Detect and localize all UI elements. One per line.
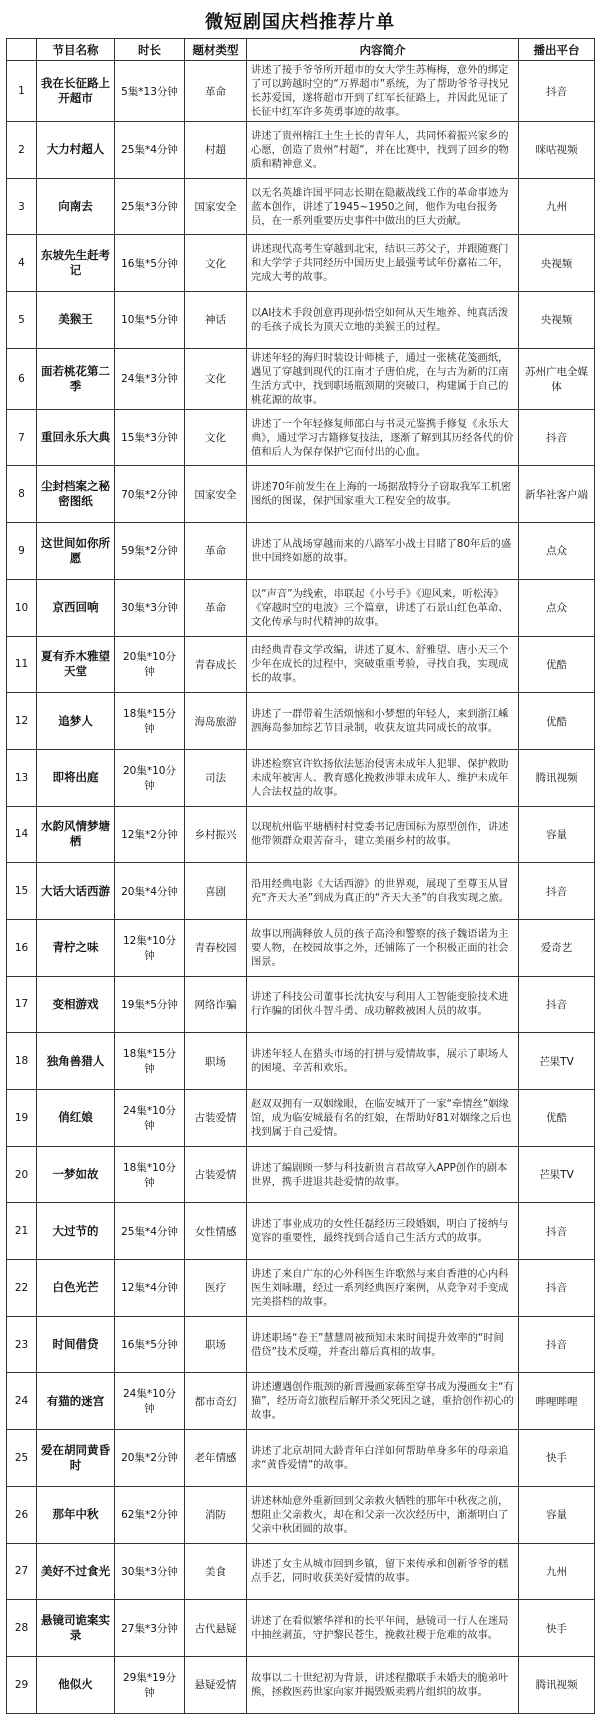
duration: 10集*5分钟 bbox=[115, 292, 185, 349]
platform: 芒果TV bbox=[519, 1033, 595, 1090]
platform: 优酷 bbox=[519, 1090, 595, 1147]
description: 讲述了编剧顾一梦与科技新贵言君故穿入APP创作的剧本世界，携手进退共赴爱情的故事。 bbox=[247, 1146, 519, 1203]
duration: 5集*13分钟 bbox=[115, 61, 185, 122]
program-name: 一梦如故 bbox=[37, 1146, 115, 1203]
table-row bbox=[7, 579, 595, 636]
row-index: 16 bbox=[7, 919, 37, 976]
platform: 点众 bbox=[519, 579, 595, 636]
description: 讲述了来自广东的心外科医生许歌然与来自香港的心内科医生刘咏珊，经过一系列经典医疗案例，从竞争对手变成完美搭档的故事。 bbox=[247, 1260, 519, 1317]
genre: 职场 bbox=[185, 1316, 247, 1373]
description: 以现杭州临平塘栖村村党委书记唐国标为原型创作，讲述他带领群众艰苦奋斗，建立美丽乡村的故事。 bbox=[247, 806, 519, 863]
genre: 老年情感 bbox=[185, 1430, 247, 1487]
table-row bbox=[7, 235, 595, 292]
recommendation-table bbox=[6, 38, 595, 1714]
platform: 快手 bbox=[519, 1600, 595, 1657]
description: 讲述了一群带着生活烦恼和小梦想的年轻人，来到浙江嵊泗海岛参加综艺节目录制，收获友谊共同成长的故事。 bbox=[247, 693, 519, 750]
program-name: 独角兽猎人 bbox=[37, 1033, 115, 1090]
row-index: 23 bbox=[7, 1316, 37, 1373]
platform: 新华社客户端 bbox=[519, 466, 595, 523]
description: 讲述了事业成功的女性任磊经历三段婚姻，明白了接纳与宽容的重要性，最终找到合适自己生活方式的故事。 bbox=[247, 1203, 519, 1260]
row-index: 17 bbox=[7, 976, 37, 1033]
row-index: 29 bbox=[7, 1656, 37, 1713]
genre: 文化 bbox=[185, 348, 247, 409]
table-row bbox=[7, 749, 595, 806]
program-name: 即将出庭 bbox=[37, 749, 115, 806]
row-index: 14 bbox=[7, 806, 37, 863]
description: 讲述现代高考生穿越到北宋，结识三苏父子，并跟随赛门和大学学子共同经历中国历史上最强考试年份嘉祐二年，完成大考的故事。 bbox=[247, 235, 519, 292]
table-row bbox=[7, 806, 595, 863]
header-name: 节目名称 bbox=[37, 39, 115, 61]
description: 讲述了从战场穿越而来的八路军小战士目睹了80年后的盛世中国终如愿的故事。 bbox=[247, 523, 519, 580]
row-index: 9 bbox=[7, 523, 37, 580]
platform: 抖音 bbox=[519, 409, 595, 466]
platform: 央视频 bbox=[519, 292, 595, 349]
duration: 30集*3分钟 bbox=[115, 579, 185, 636]
description: 讲述检察官许钦扬依法惩治侵害未成年人犯罪、保护救助未成年被害人、教育感化挽救涉罪未成年人、维护未成年人合法权益的故事。 bbox=[247, 749, 519, 806]
duration: 19集*5分钟 bbox=[115, 976, 185, 1033]
platform: 哔哩哔哩 bbox=[519, 1373, 595, 1430]
duration: 20集*2分钟 bbox=[115, 1430, 185, 1487]
platform: 芒果TV bbox=[519, 1146, 595, 1203]
program-name: 爱在胡同黄昏时 bbox=[37, 1430, 115, 1487]
platform: 九州 bbox=[519, 1543, 595, 1600]
genre: 乡村振兴 bbox=[185, 806, 247, 863]
genre: 古代悬疑 bbox=[185, 1600, 247, 1657]
table-row bbox=[7, 1090, 595, 1147]
genre: 文化 bbox=[185, 235, 247, 292]
header-duration: 时长 bbox=[115, 39, 185, 61]
platform: 优酷 bbox=[519, 693, 595, 750]
program-name: 这世间如你所愿 bbox=[37, 523, 115, 580]
program-name: 悬镜司诡案实录 bbox=[37, 1600, 115, 1657]
program-name: 京西回响 bbox=[37, 579, 115, 636]
genre: 喜剧 bbox=[185, 863, 247, 920]
duration: 24集*3分钟 bbox=[115, 348, 185, 409]
program-name: 他似火 bbox=[37, 1656, 115, 1713]
platform: 优酷 bbox=[519, 636, 595, 693]
platform: 抖音 bbox=[519, 1260, 595, 1317]
row-index: 1 bbox=[7, 61, 37, 122]
table-header-row bbox=[7, 39, 595, 61]
genre: 青春成长 bbox=[185, 636, 247, 693]
platform: 苏州广电全媒体 bbox=[519, 348, 595, 409]
table-row bbox=[7, 1430, 595, 1487]
platform: 容量 bbox=[519, 806, 595, 863]
platform: 点众 bbox=[519, 523, 595, 580]
genre: 村超 bbox=[185, 122, 247, 179]
program-name: 向南去 bbox=[37, 178, 115, 235]
genre: 古装爱情 bbox=[185, 1090, 247, 1147]
table-row bbox=[7, 1203, 595, 1260]
program-name: 美好不过食光 bbox=[37, 1543, 115, 1600]
row-index: 15 bbox=[7, 863, 37, 920]
genre: 网络诈骗 bbox=[185, 976, 247, 1033]
table-row bbox=[7, 1146, 595, 1203]
row-index: 19 bbox=[7, 1090, 37, 1147]
row-index: 12 bbox=[7, 693, 37, 750]
description: 以无名英雄许国平同志长期在隐蔽战线工作的革命事迹为蓝本创作，讲述了1945~1950之间，他作为电台报务员，在一系列重要历史事件中做出的巨大贡献。 bbox=[247, 178, 519, 235]
description: 讲述了在看似繁华祥和的长平年间，悬镜司一行人在迷局中抽丝剥茧，守护黎民苍生，挽救社稷于危难的故事。 bbox=[247, 1600, 519, 1657]
table-row bbox=[7, 693, 595, 750]
genre: 职场 bbox=[185, 1033, 247, 1090]
row-index: 28 bbox=[7, 1600, 37, 1657]
duration: 18集*10分钟 bbox=[115, 1146, 185, 1203]
program-name: 追梦人 bbox=[37, 693, 115, 750]
genre: 神话 bbox=[185, 292, 247, 349]
genre: 海岛旅游 bbox=[185, 693, 247, 750]
duration: 25集*3分钟 bbox=[115, 178, 185, 235]
description: 讲述了贵州榕江土生土长的青年人，共同怀着振兴家乡的心愿，创造了贵州“村超”，并在比赛中，找到了回乡的物质和精神意义。 bbox=[247, 122, 519, 179]
row-index: 18 bbox=[7, 1033, 37, 1090]
row-index: 25 bbox=[7, 1430, 37, 1487]
duration: 24集*10分钟 bbox=[115, 1373, 185, 1430]
row-index: 2 bbox=[7, 122, 37, 179]
program-name: 尘封档案之秘密图纸 bbox=[37, 466, 115, 523]
row-index: 20 bbox=[7, 1146, 37, 1203]
program-name: 我在长征路上开超市 bbox=[37, 61, 115, 122]
duration: 12集*2分钟 bbox=[115, 806, 185, 863]
genre: 司法 bbox=[185, 749, 247, 806]
genre: 悬疑爱情 bbox=[185, 1656, 247, 1713]
table-row bbox=[7, 1316, 595, 1373]
row-index: 7 bbox=[7, 409, 37, 466]
platform: 腾讯视频 bbox=[519, 749, 595, 806]
program-name: 面若桃花第二季 bbox=[37, 348, 115, 409]
genre: 消防 bbox=[185, 1486, 247, 1543]
genre: 革命 bbox=[185, 61, 247, 122]
description: 讲述了女主从城市回到乡镇，留下来传承和创新爷爷的糕点手艺，同时收获美好爱情的故事。 bbox=[247, 1543, 519, 1600]
platform: 快手 bbox=[519, 1430, 595, 1487]
duration: 30集*3分钟 bbox=[115, 1543, 185, 1600]
platform: 容量 bbox=[519, 1486, 595, 1543]
program-name: 青柠之味 bbox=[37, 919, 115, 976]
genre: 医疗 bbox=[185, 1260, 247, 1317]
description: 故事以刑满释放人员的孩子高泠和警察的孩子魏语诺为主要人物，在校园故事之外，还铺陈了一个积极正面的社会图景。 bbox=[247, 919, 519, 976]
duration: 20集*10分钟 bbox=[115, 636, 185, 693]
duration: 25集*4分钟 bbox=[115, 1203, 185, 1260]
genre: 国家安全 bbox=[185, 466, 247, 523]
genre: 革命 bbox=[185, 523, 247, 580]
row-index: 5 bbox=[7, 292, 37, 349]
header-genre: 题材类型 bbox=[185, 39, 247, 61]
program-name: 时间借贷 bbox=[37, 1316, 115, 1373]
description: 由经典青春文学改编，讲述了夏木、舒雅望、唐小天三个少年在成长的过程中，突破重重考验，寻找自我，实现成长的故事。 bbox=[247, 636, 519, 693]
platform: 抖音 bbox=[519, 1203, 595, 1260]
program-name: 白色光芒 bbox=[37, 1260, 115, 1317]
program-name: 大过节的 bbox=[37, 1203, 115, 1260]
description: 讲述了北京胡同大龄青年白洋如何帮助单身多年的母亲追求“黄昏爱情”的故事。 bbox=[247, 1430, 519, 1487]
table-row bbox=[7, 1600, 595, 1657]
program-name: 美猴王 bbox=[37, 292, 115, 349]
genre: 国家安全 bbox=[185, 178, 247, 235]
table-row bbox=[7, 1656, 595, 1713]
row-index: 13 bbox=[7, 749, 37, 806]
table-row bbox=[7, 976, 595, 1033]
duration: 12集*4分钟 bbox=[115, 1260, 185, 1317]
header-platform: 播出平台 bbox=[519, 39, 595, 61]
table-row bbox=[7, 919, 595, 976]
duration: 16集*5分钟 bbox=[115, 1316, 185, 1373]
table-row bbox=[7, 292, 595, 349]
table-body bbox=[7, 61, 595, 1714]
header-index bbox=[7, 39, 37, 61]
row-index: 3 bbox=[7, 178, 37, 235]
table-row bbox=[7, 409, 595, 466]
program-name: 变相游戏 bbox=[37, 976, 115, 1033]
program-name: 有猫的迷宫 bbox=[37, 1373, 115, 1430]
platform: 腾讯视频 bbox=[519, 1656, 595, 1713]
description: 沿用经典电影《大话西游》的世界观，展现了至尊玉从冒充“齐天大圣”到成为真正的“齐天大圣”的自我实现之旅。 bbox=[247, 863, 519, 920]
header-description: 内容简介 bbox=[247, 39, 519, 61]
duration: 18集*15分钟 bbox=[115, 693, 185, 750]
genre: 女性情感 bbox=[185, 1203, 247, 1260]
table-row bbox=[7, 1033, 595, 1090]
table-row bbox=[7, 61, 595, 122]
table-row bbox=[7, 863, 595, 920]
genre: 都市奇幻 bbox=[185, 1373, 247, 1430]
platform: 爱奇艺 bbox=[519, 919, 595, 976]
program-name: 夏有乔木雅望天堂 bbox=[37, 636, 115, 693]
duration: 29集*19分钟 bbox=[115, 1656, 185, 1713]
table-row bbox=[7, 122, 595, 179]
duration: 15集*3分钟 bbox=[115, 409, 185, 466]
row-index: 8 bbox=[7, 466, 37, 523]
duration: 25集*4分钟 bbox=[115, 122, 185, 179]
duration: 70集*2分钟 bbox=[115, 466, 185, 523]
description: 讲述了科技公司董事长沈执安与利用人工智能变脸技术进行诈骗的团伙斗智斗勇、成功解救被困人员的故事。 bbox=[247, 976, 519, 1033]
duration: 20集*10分钟 bbox=[115, 749, 185, 806]
table-row bbox=[7, 636, 595, 693]
platform: 抖音 bbox=[519, 976, 595, 1033]
duration: 24集*10分钟 bbox=[115, 1090, 185, 1147]
duration: 16集*5分钟 bbox=[115, 235, 185, 292]
program-name: 那年中秋 bbox=[37, 1486, 115, 1543]
row-index: 6 bbox=[7, 348, 37, 409]
program-name: 大话大话西游 bbox=[37, 863, 115, 920]
row-index: 22 bbox=[7, 1260, 37, 1317]
row-index: 24 bbox=[7, 1373, 37, 1430]
genre: 青春校园 bbox=[185, 919, 247, 976]
page-title: 微短剧国庆档推荐片单 bbox=[205, 12, 395, 33]
duration: 62集*2分钟 bbox=[115, 1486, 185, 1543]
table-row bbox=[7, 1260, 595, 1317]
table-row bbox=[7, 348, 595, 409]
duration: 18集*15分钟 bbox=[115, 1033, 185, 1090]
table-row bbox=[7, 1486, 595, 1543]
row-index: 27 bbox=[7, 1543, 37, 1600]
description: 赵双双拥有一双姻缘眼，在临安城开了一家“牵情丝”姻缘馆，成为临安城最有名的红娘，在帮助好81对姻缘之后也找到属于自己爱情。 bbox=[247, 1090, 519, 1147]
table-row bbox=[7, 1373, 595, 1430]
row-index: 11 bbox=[7, 636, 37, 693]
platform: 抖音 bbox=[519, 863, 595, 920]
duration: 20集*4分钟 bbox=[115, 863, 185, 920]
program-name: 大力村超人 bbox=[37, 122, 115, 179]
program-name: 重回永乐大典 bbox=[37, 409, 115, 466]
platform: 九州 bbox=[519, 178, 595, 235]
duration: 12集*10分钟 bbox=[115, 919, 185, 976]
genre: 革命 bbox=[185, 579, 247, 636]
platform: 抖音 bbox=[519, 1316, 595, 1373]
description: 讲述职场“卷王”慧慧周被预知未来时间提升效率的“时间借贷”技术反噬，并查出幕后真相的故事。 bbox=[247, 1316, 519, 1373]
description: 讲述遭遇创作瓶颈的新晋漫画家蒋至穿书成为漫画女主“有猫”，经历奇幻旅程后解开杀父死因之谜，重拾创作初心的故事。 bbox=[247, 1373, 519, 1430]
program-name: 东坡先生赶考记 bbox=[37, 235, 115, 292]
description: 讲述了一个年轻修复师邵白与书灵元鉴携手修复《永乐大典》，通过学习古籍修复技法，逐渐了解到其历经各代的价值和后人为保存保护它而付出的心血。 bbox=[247, 409, 519, 466]
description: 讲述林灿意外重新回到父亲救火牺牲的那年中秋夜之前，想阻止父亲救火，却在和父亲一次次经历中，渐渐明白了父亲中秋团圆的故事。 bbox=[247, 1486, 519, 1543]
description: 讲述年轻的海归时装设计师桃子，通过一张桃花笺画纸，遇见了穿越到现代的江南才子唐伯虎，在与古为新的江南生活方式中，找到职场瓶颈期的突破口，构建属于自己的桃花源的故事。 bbox=[247, 348, 519, 409]
description: 故事以二十世纪初为背景，讲述程撒联手未婚夫的脆弟叶熊，拯救医药世家向家并揭毁贩卖鸦片组织的故事。 bbox=[247, 1656, 519, 1713]
genre: 美食 bbox=[185, 1543, 247, 1600]
description: 讲述70年前发生在上海的一场据敌特分子窃取我军工机密图纸的图谋，保护国家重大工程安全的故事。 bbox=[247, 466, 519, 523]
row-index: 26 bbox=[7, 1486, 37, 1543]
row-index: 4 bbox=[7, 235, 37, 292]
description: 以“声音”为线索，串联起《小号手》《迎风来，听松涛》《穿越时空的电波》三个篇章，讲述了石景山红色革命、文化传承与时代精神的故事。 bbox=[247, 579, 519, 636]
genre: 古装爱情 bbox=[185, 1146, 247, 1203]
platform: 央视频 bbox=[519, 235, 595, 292]
description: 讲述了接手爷爷所开超市的女大学生苏梅梅，意外的绑定了可以跨越时空的“万界超市”系统，为了帮助爷爷寻找兄长苏爱国，遂将超市开到了红军长征路上，并因此见证了长征中红军许多英勇事迹的故事。 bbox=[247, 61, 519, 122]
duration: 59集*2分钟 bbox=[115, 523, 185, 580]
program-name: 水韵风情梦塘栖 bbox=[37, 806, 115, 863]
table-row bbox=[7, 1543, 595, 1600]
table-row bbox=[7, 466, 595, 523]
duration: 27集*3分钟 bbox=[115, 1600, 185, 1657]
platform: 咪咕视频 bbox=[519, 122, 595, 179]
platform: 抖音 bbox=[519, 61, 595, 122]
genre: 文化 bbox=[185, 409, 247, 466]
row-index: 10 bbox=[7, 579, 37, 636]
description: 以AI技术手段创意再现孙悟空如何从天生地养、纯真活泼的毛孩子成长为顶天立地的美猴王的过程。 bbox=[247, 292, 519, 349]
table-row bbox=[7, 523, 595, 580]
program-name: 俏红娘 bbox=[37, 1090, 115, 1147]
description: 讲述年轻人在猎头市场的打拼与爱情故事，展示了职场人的困境、辛苦和欢乐。 bbox=[247, 1033, 519, 1090]
table-row bbox=[7, 178, 595, 235]
row-index: 21 bbox=[7, 1203, 37, 1260]
